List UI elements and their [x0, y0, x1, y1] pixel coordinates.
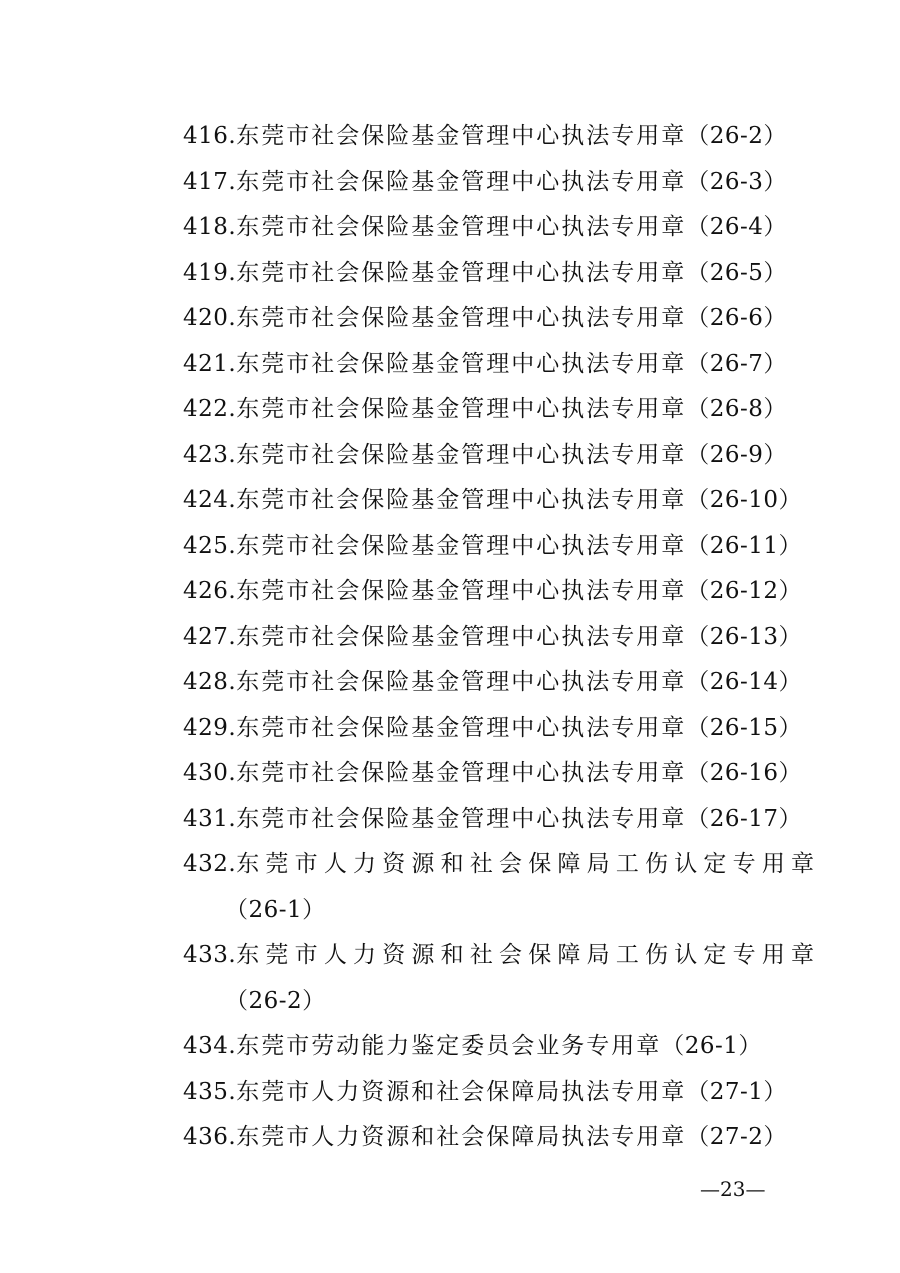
entry-name: 东莞市社会保险基金管理中心执法专用章: [236, 669, 687, 695]
entry-number: 425.: [183, 532, 237, 559]
entry-code: （26-3）: [686, 168, 787, 195]
entry-number: 422.: [183, 396, 237, 422]
entry-code: （26-4）: [686, 214, 787, 240]
page-number: —23—: [700, 1177, 766, 1201]
entry-number: 426.: [183, 578, 237, 604]
list-item: [183, 160, 787, 206]
entry-number: 417.: [183, 168, 237, 195]
list-item: [183, 205, 787, 251]
list-item: [183, 342, 787, 388]
entry-number: 419.: [183, 259, 237, 286]
entry-name: 东莞市人力资源和社会保障局工伤认定专用章: [236, 851, 821, 877]
entry-name: 东莞市人力资源和社会保障局工伤认定专用章: [236, 942, 821, 968]
entry-code: （26-11）: [686, 532, 803, 559]
entry-number: 429.: [183, 714, 237, 741]
entry-name: 东莞市社会保险基金管理中心执法专用章: [236, 350, 687, 377]
list-item: [183, 296, 787, 342]
list-item: [183, 660, 803, 706]
entry-number: 431.: [183, 805, 237, 832]
entry-code: （26-7）: [686, 350, 787, 377]
entry-code: （26-14）: [686, 669, 803, 695]
list-item: [183, 1115, 787, 1161]
entry-code: （26-2）: [225, 987, 326, 1014]
list-item: [183, 251, 787, 297]
list-item: [183, 933, 821, 1024]
list-item: [183, 1024, 783, 1070]
entry-name: 东莞市人力资源和社会保障局执法专用章: [236, 1124, 687, 1150]
list-item: [183, 751, 803, 797]
entry-code: （26-8）: [686, 396, 787, 422]
seal-list: [183, 114, 821, 1161]
entry-name: 东莞市社会保险基金管理中心执法专用章: [236, 441, 687, 468]
entry-number: 416.: [183, 123, 237, 149]
entry-code: （26-12）: [686, 578, 803, 604]
entry-name: 东莞市社会保险基金管理中心执法专用章: [236, 805, 687, 832]
entry-number: 427.: [183, 623, 237, 650]
entry-name: 东莞市社会保险基金管理中心执法专用章: [236, 168, 687, 195]
entry-name: 东莞市社会保险基金管理中心执法专用章: [236, 532, 687, 559]
entry-code: （26-1）: [661, 1033, 762, 1059]
list-item: [183, 433, 787, 479]
list-item: [183, 1070, 787, 1116]
list-item: [183, 114, 787, 160]
list-item: [183, 524, 803, 570]
entry-code: （26-9）: [686, 441, 787, 468]
entry-name: 东莞市社会保险基金管理中心执法专用章: [236, 259, 687, 286]
entry-number: 424.: [183, 487, 237, 513]
entry-name: 东莞市社会保险基金管理中心执法专用章: [236, 305, 687, 331]
entry-name: 东莞市人力资源和社会保障局执法专用章: [236, 1078, 687, 1105]
entry-number: 428.: [183, 669, 237, 695]
entry-number: 420.: [183, 305, 237, 331]
list-item: [183, 387, 787, 433]
entry-code: （26-2）: [686, 123, 787, 149]
entry-number: 435.: [183, 1078, 237, 1105]
entry-name: 东莞市劳动能力鉴定委员会业务专用章: [236, 1033, 662, 1059]
entry-code: （26-6）: [686, 305, 787, 331]
entry-number: 418.: [183, 214, 237, 240]
list-item: [183, 569, 803, 615]
entry-number: 434.: [183, 1033, 237, 1059]
list-item: [183, 478, 803, 524]
entry-number: 423.: [183, 441, 237, 468]
entry-name: 东莞市社会保险基金管理中心执法专用章: [236, 623, 687, 650]
entry-code: （26-5）: [686, 259, 787, 286]
list-item: [183, 706, 803, 752]
entry-number: 430.: [183, 760, 237, 786]
entry-code: （27-1）: [686, 1078, 787, 1105]
entry-code: （26-1）: [225, 896, 326, 923]
entry-name: 东莞市社会保险基金管理中心执法专用章: [236, 578, 687, 604]
entry-name: 东莞市社会保险基金管理中心执法专用章: [236, 396, 687, 422]
entry-code: （26-16）: [686, 760, 803, 786]
entry-code: （26-10）: [686, 487, 803, 513]
list-item: [183, 615, 803, 661]
entry-code: （26-13）: [686, 623, 803, 650]
entry-code: （27-2）: [686, 1124, 787, 1150]
list-item: [183, 842, 821, 933]
entry-number: 436.: [183, 1124, 237, 1150]
entry-code: （26-17）: [686, 805, 803, 832]
entry-number: 421.: [183, 350, 237, 377]
entry-name: 东莞市社会保险基金管理中心执法专用章: [236, 214, 687, 240]
entry-name: 东莞市社会保险基金管理中心执法专用章: [236, 123, 687, 149]
entry-name: 东莞市社会保险基金管理中心执法专用章: [236, 714, 687, 741]
entry-number: 433.: [183, 942, 237, 968]
entry-name: 东莞市社会保险基金管理中心执法专用章: [236, 760, 687, 786]
entry-number: 432.: [183, 851, 237, 877]
list-item: [183, 797, 803, 843]
entry-code: （26-15）: [686, 714, 803, 741]
entry-name: 东莞市社会保险基金管理中心执法专用章: [236, 487, 687, 513]
